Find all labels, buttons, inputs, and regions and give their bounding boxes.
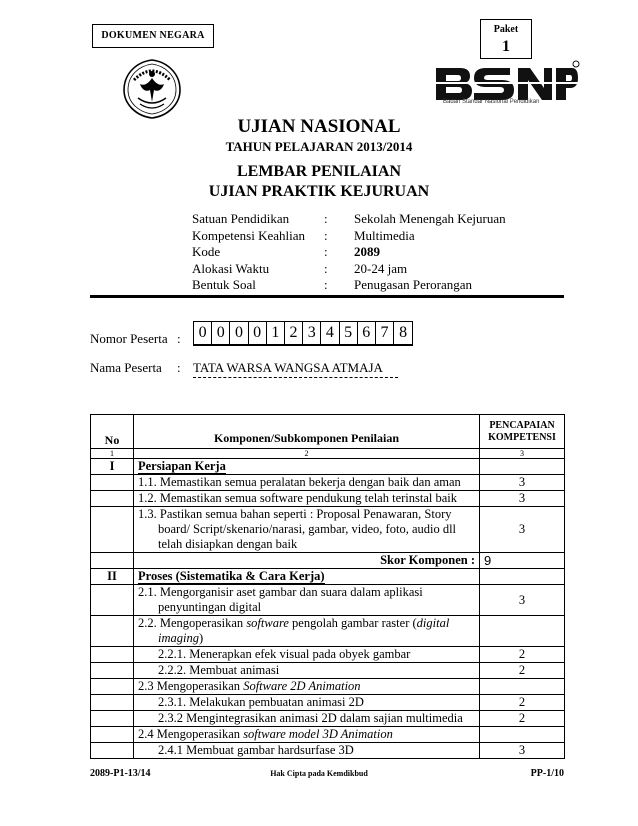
row-value[interactable]: 2 [480,663,565,679]
table-row [91,616,565,647]
row-no [91,711,134,727]
info-label: Bentuk Soal [192,277,256,292]
skor-komponen-label: Skor Komponen : [134,553,480,569]
header-no: No [91,415,134,449]
nomor-digit: 5 [340,322,358,344]
nomor-digit: 1 [267,322,285,344]
row-text-part: ) [198,631,204,645]
nama-peserta-underline [193,377,398,378]
row-value[interactable] [480,616,565,647]
nomor-peserta-boxes[interactable] [193,321,413,346]
info-label: Satuan Pendidikan [192,211,290,226]
bsnp-subtitle: Badan Standar Nasional Pendidikan [443,99,540,105]
nomor-digit: 4 [321,322,339,344]
nomor-digit: 8 [399,324,408,341]
row-text: 1.1. Memastikan semua peralatan bekerja dengan baik dan aman [134,475,480,491]
row-text-italic: software model 3D Animation [243,727,393,741]
footer-doc-code: 2089-P1-13/14 [90,768,151,779]
column-number-row [91,449,565,459]
row-text-part: 2.2. Mengoperasikan [138,616,247,630]
row-value[interactable]: 2 [480,647,565,663]
row-text [134,679,480,695]
row-text-part: 2.3 Mengoperasikan [138,679,244,693]
info-label: Kompetensi Keahlian [192,227,305,243]
nomor-digit: 0 [212,322,230,344]
table-row-skor [91,553,565,569]
row-value[interactable] [480,459,565,475]
row-text: 1.3. Pastikan semua bahan seperti : Proposal Penawaran, Story board/ Script/skenario/narasi, gambar, video, foto, audio dll telah disiapkan dengan baik [134,507,480,553]
nomor-digit: 6 [358,322,376,344]
document-classification-label: DOKUMEN NEGARA [92,24,214,48]
table-row [91,585,565,616]
footer-page-number: PP-1/10 [530,768,564,779]
row-no [91,647,134,663]
exam-title: UJIAN NASIONAL [237,116,401,137]
row-no: II [91,569,134,585]
row-no [91,679,134,695]
skor-komponen-value[interactable]: 9 [480,553,565,569]
paket-box [480,19,532,59]
row-text: 2.2.2. Membuat animasi [134,663,480,679]
row-value[interactable]: 3 [480,507,565,553]
table-row [91,663,565,679]
table-row [91,491,565,507]
nomor-digit: 0 [249,322,267,344]
assessment-table [90,414,565,759]
table-row [91,507,565,553]
row-no [91,553,134,569]
footer-copyright: Hak Cipta pada Kemdikbud [270,769,368,778]
row-text: 2.4.1 Membuat gambar hardsurfase 3D [134,743,480,759]
nama-peserta-value[interactable]: TATA WARSA WANGSA ATMAJA [193,360,383,375]
table-row [91,711,565,727]
table-row [91,743,565,759]
section-title [134,569,480,585]
col-number: 1 [91,449,134,459]
row-no [91,663,134,679]
row-no [91,616,134,647]
row-text: 2.2.1. Menerapkan efek visual pada obyek gambar [134,647,480,663]
row-no [91,727,134,743]
exam-type-title: UJIAN PRAKTIK KEJURUAN [208,183,430,200]
row-no [91,475,134,491]
info-value: 2089 [354,244,380,259]
row-text-italic: software [246,616,289,630]
row-value[interactable]: 3 [480,491,565,507]
row-no [91,695,134,711]
row-text [134,616,480,647]
row-text [134,727,480,743]
info-value: Sekolah Menengah Kejuruan [354,211,506,226]
info-label: Alokasi Waktu [192,260,270,276]
info-value: Multimedia [354,227,415,243]
nomor-digit: 0 [230,322,248,344]
header-pencapaian: PENCAPAIAN KOMPETENSI [480,415,565,449]
info-label: Kode [192,244,221,259]
table-row [91,679,565,695]
nomor-digit: 7 [376,322,394,344]
section-title-text: Persiapan Kerja [138,459,226,473]
section-divider [90,295,564,298]
info-colon: : [324,227,328,243]
table-header-row [91,415,565,449]
nomor-peserta-label: Nomor Peserta [90,331,168,346]
row-value[interactable]: 3 [480,585,565,616]
info-value: 20-24 jam [354,260,408,276]
table-row [91,569,565,585]
row-value[interactable] [480,569,565,585]
nomor-digit: 2 [285,322,303,344]
info-colon: : [324,211,328,226]
table-row [91,459,565,475]
row-no [91,743,134,759]
row-text: 2.1. Mengorganisir aset gambar dan suara dalam aplikasi penyuntingan digital [134,585,480,616]
row-text-part: pengolah gambar raster ( [288,616,417,630]
table-row [91,647,565,663]
nomor-digit: 0 [194,322,212,344]
row-text: 2.3.1. Melakukan pembuatan animasi 2D [134,695,480,711]
nama-peserta-label: Nama Peserta [90,360,162,375]
kemdikbud-emblem-logo [120,58,184,120]
row-value[interactable]: 3 [480,475,565,491]
info-value: Penugasan Perorangan [354,277,473,292]
table-row [91,475,565,491]
nama-peserta-colon: : [177,360,181,375]
row-value[interactable]: 2 [480,695,565,711]
col-number: 2 [134,449,480,459]
row-no [91,585,134,616]
row-no: I [91,459,134,475]
col-number: 3 [480,449,565,459]
row-text-italic: Software 2D Animation [243,679,361,693]
section-title-text: Proses (Sistematika & Cara Kerja) [138,569,325,583]
row-text: 1.2. Memastikan semua software pendukung telah terinstal baik [134,491,480,507]
row-value[interactable] [480,679,565,695]
paket-number: 1 [502,38,510,55]
row-text-part: 2.4 Mengoperasikan [138,727,244,741]
row-value[interactable]: 3 [480,743,565,759]
paket-label: Paket [493,24,519,35]
section-title [134,459,480,475]
info-colon: : [324,260,328,276]
sheet-title: LEMBAR PENILAIAN [236,163,401,180]
row-value[interactable] [480,727,565,743]
table-row [91,727,565,743]
header-komponen: Komponen/Subkomponen Penilaian [134,415,480,449]
row-value[interactable]: 2 [480,711,565,727]
nomor-peserta-colon: : [177,331,181,346]
academic-year: TAHUN PELAJARAN 2013/2014 [225,139,413,154]
row-text: 2.3.2 Mengintegrasikan animasi 2D dalam sajian multimedia [134,711,480,727]
info-colon: : [324,277,328,292]
row-no [91,507,134,553]
info-colon: : [324,244,328,259]
row-text-italic: digital imaging [158,616,450,645]
row-no [91,491,134,507]
table-row [91,695,565,711]
nomor-digit: 3 [303,322,321,344]
